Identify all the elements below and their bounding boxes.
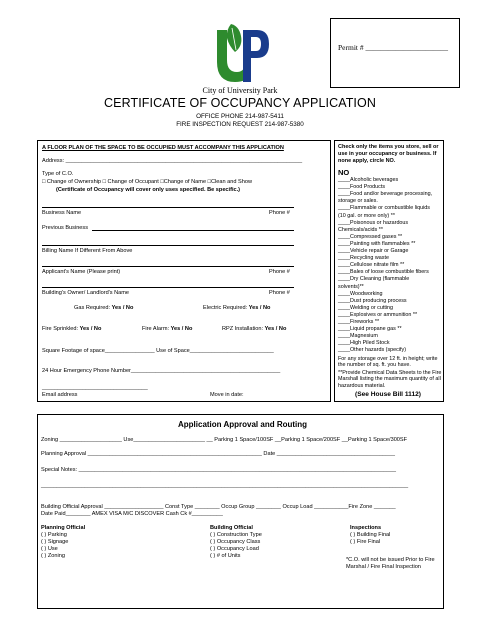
gas-required[interactable]: Gas Required: Yes / No (74, 305, 134, 311)
owner-name-label: Building's Owner/ Landlord's Name (42, 290, 130, 296)
building-check-item[interactable]: ( ) Construction Type (210, 532, 262, 538)
co-type-options[interactable]: □ Change of Ownership □ Change of Occupant □Change of Name □Clean and Show (42, 179, 253, 185)
building-official-heading: Building Official (210, 525, 253, 531)
hazard-item[interactable]: ____Food and/or beverage processing, (338, 191, 433, 198)
hazard-item[interactable]: solvents)** (338, 283, 364, 290)
inspection-check-item[interactable]: ( ) Building Final (350, 532, 391, 538)
planning-check-item[interactable]: ( ) Zoning (41, 553, 65, 559)
special-notes-line2[interactable]: ______________________________________________________________________________________________________________________ (41, 483, 409, 489)
planning-check-item[interactable]: ( ) Parking (41, 532, 67, 538)
hazard-item[interactable]: ____Recycling waste (338, 255, 389, 262)
fire-alarm[interactable]: Fire Alarm: Yes / No (142, 326, 193, 332)
co-type-label: Type of C.O. (42, 171, 74, 177)
fire-inspection-phone: FIRE INSPECTION REQUEST 214-987-5380 (176, 121, 304, 128)
address-field[interactable]: Address: ____________________________________________________________________________ (42, 158, 303, 164)
hazard-item[interactable]: Chemicals/acids ** (338, 226, 383, 233)
hazard-item[interactable]: ____Other hazards (specify) (338, 347, 407, 354)
inspections-heading: Inspections (350, 525, 382, 531)
hazard-item[interactable]: ____Flammable or combustible liquids (338, 205, 430, 212)
rpz-installation[interactable]: RPZ Installation: Yes / No (222, 326, 287, 332)
fire-sprinkled[interactable]: Fire Sprinkled: Yes / No (42, 326, 102, 332)
square-footage-field[interactable]: Square Footage of space________________ Use of Space___________________________ (42, 348, 274, 354)
co-coverage-note: (Certificate of Occupancy will cover only uses specified. Be specific.) (56, 187, 241, 193)
hazard-item[interactable]: ____Alcoholic beverages (338, 177, 399, 183)
special-notes-field[interactable]: Special Notes: ______________________________________________________________________________________________________ (41, 467, 396, 473)
billing-name-label: Billing Name If Different From Above (42, 248, 133, 254)
email-label: Email address (42, 392, 78, 398)
building-check-item[interactable]: ( ) # of Units (210, 553, 241, 559)
applicant-name-line[interactable] (42, 266, 294, 267)
checklist-instructions: Check only the items you store, sell or use in your occupancy or business. If none apply, circle NO. (338, 144, 439, 164)
hazard-item[interactable]: ____Painting with flammables ** (338, 240, 416, 247)
hazard-item[interactable]: ____High Piled Stock (338, 340, 390, 347)
approval-routing-box (37, 414, 444, 609)
hazard-item[interactable]: ____Dry Cleaning (flammable (338, 276, 410, 283)
approval-title: Application Approval and Routing (178, 420, 308, 429)
hazard-item[interactable]: ____Vehicle repair or Garage (338, 248, 409, 254)
planning-approval-field[interactable]: Planning Approval ________________________________________________________ Date ______________________________________ (41, 451, 396, 457)
applicant-name-label: Applicant's Name (Please print) (42, 269, 121, 275)
hazard-item[interactable]: ____Liquid propane gas ** (338, 326, 402, 333)
co-warning-note: *C.O. will not be issued Prior to Fire Marshal / Fire Final Inspection (346, 557, 435, 570)
hazard-item[interactable]: (10 gal. or more only) ** (338, 212, 395, 219)
house-bill-reference: (See House Bill 1112) (355, 391, 421, 398)
page-title: CERTIFICATE OF OCCUPANCY APPLICATION (104, 96, 376, 110)
hazard-item[interactable]: ____Poisonous or hazardous (338, 219, 409, 226)
hazard-item[interactable]: ____Welding or cutting (338, 304, 394, 311)
logo-p-shape (243, 30, 269, 82)
previous-business-label: Previous Business (42, 225, 89, 231)
hazard-item[interactable]: ____Food Products (338, 184, 386, 191)
office-phone: OFFICE PHONE 214-987-5411 (196, 113, 284, 120)
billing-name-line[interactable] (42, 245, 294, 246)
permit-box[interactable] (330, 18, 460, 88)
planning-official-heading: Planning Official (41, 525, 86, 531)
chemical-data-note: **Provide Chemical Data Sheets to the Fire Marshall listing the maximum quantity of all hazardous material. (338, 370, 442, 389)
planning-check-item[interactable]: ( ) Use (41, 546, 58, 552)
permit-number-label: Permit # ______________________ (338, 43, 448, 52)
floor-plan-notice: A FLOOR PLAN OF THE SPACE TO BE OCCUPIED MUST ACCOMPANY THIS APPLICATION (42, 145, 284, 151)
building-approval-field[interactable]: Building Official Approval ___________________ Const Type ________ Occup Group ________ Occup Load ___________Fire Zone _______ (41, 504, 396, 510)
hazard-item[interactable]: storage or sales. (338, 198, 378, 205)
owner-name-line[interactable] (42, 287, 294, 288)
applicant-info-box (37, 140, 331, 402)
electric-required[interactable]: Electric Required: Yes / No (203, 305, 271, 311)
checklist-no-option[interactable]: NO (338, 168, 350, 177)
hazard-item[interactable]: ____Fireworks ** (338, 319, 380, 325)
applicant-phone-label: Phone # (269, 269, 290, 275)
business-name-line[interactable] (42, 207, 294, 208)
inspection-check-item[interactable]: ( ) Fire Final (350, 539, 381, 545)
hazard-item[interactable]: ____Compressed gases ** (338, 233, 403, 240)
hazard-checklist-box (334, 140, 444, 402)
hazard-item[interactable]: ____Woodworking (338, 290, 383, 297)
planning-check-item[interactable]: ( ) Signage (41, 539, 69, 545)
date-paid-field[interactable]: Date Paid________ AMEX VISA M/C DISCOVER Cash Ck #__________ (41, 511, 223, 517)
hazard-item[interactable]: ____Cellulose nitrate film ** (338, 262, 405, 269)
hazard-item[interactable]: ____Magnesium (338, 333, 378, 340)
hazard-item[interactable]: ____Dust producing process (338, 297, 407, 304)
email-line[interactable]: __________________________________ (42, 385, 148, 391)
city-logo (213, 22, 271, 86)
building-check-item[interactable]: ( ) Occupancy Load (210, 546, 259, 552)
city-name: City of University Park (202, 86, 278, 95)
owner-phone-label: Phone # (269, 290, 290, 296)
move-in-date-label[interactable]: Move in date: (210, 392, 244, 398)
zoning-field[interactable]: Zoning ____________________ Use_______________________ __ Parking 1 Space/100SF __Parking 1 Space/200SF __Parking 1 Space/300SF (41, 437, 408, 443)
storage-height-note: For any storage over 12 ft. in height; write the number of sq. ft. you have. (338, 356, 438, 369)
building-check-item[interactable]: ( ) Occupancy Class (210, 539, 261, 545)
hazard-item[interactable]: ____Explosives or ammunition ** (338, 311, 418, 318)
emergency-phone-field[interactable]: 24 Hour Emergency Phone Number________________________________________________ (42, 368, 281, 374)
business-name-label: Business Name (42, 210, 82, 216)
business-phone-label: Phone # (269, 210, 290, 216)
hazard-item[interactable]: ____Bales of loose combustible fibers (338, 269, 429, 276)
previous-business-line[interactable] (92, 230, 294, 231)
